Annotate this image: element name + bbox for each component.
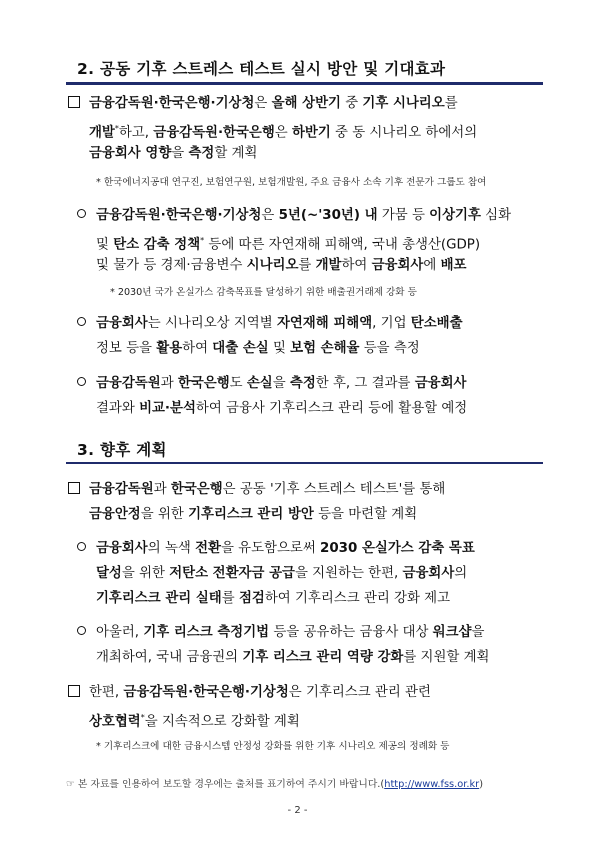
paragraph-line: 개발*하고, 금융감독원·한국은행은 하반기 중 동 시나리오 하에서의 — [89, 124, 478, 141]
paragraph-line: 정보 등을 활용하여 대출 손실 및 보험 손해율 등을 측정 — [96, 341, 420, 356]
paragraph-line: 금융안정을 위한 기후리스크 관리 방안 등을 마련할 계획 — [89, 507, 418, 522]
paragraph-line: 금융감독원과 한국은행도 손실을 측정한 후, 그 결과를 금융회사 — [96, 376, 467, 391]
circle-bullet-icon — [77, 373, 86, 395]
citation-notice: ☞ 본 자료를 인용하여 보도할 경우에는 출처를 표기하여 주시기 바랍니다.(http://www.fss.or.kr) — [66, 779, 484, 790]
circle-bullet-icon — [77, 622, 86, 644]
paragraph-line: 및 물가 등 경제·금융변수 시나리오를 개발하여 금융회사에 배포 — [96, 258, 467, 273]
paragraph-line: 한편, 금융감독원·한국은행·기상청은 기후리스크 관리 관련 — [89, 685, 431, 700]
page-number: - 2 - — [287, 805, 308, 816]
section-title: 2. 공동 기후 스트레스 테스트 실시 방안 및 기대효과 — [77, 60, 446, 78]
paragraph-line: 상호협력*을 지속적으로 강화할 계획 — [89, 713, 300, 730]
paragraph-line: 금융감독원·한국은행·기상청은 5년(~'30년) 내 가뭄 등 이상기후 심화 — [96, 208, 512, 223]
paragraph-line: 금융회사 영향을 측정할 계획 — [89, 146, 258, 161]
square-bullet-icon — [68, 93, 80, 115]
footnote: * 기후리스크에 대한 금융시스템 안정성 강화를 위한 기후 시나리오 제공의 정례화 등 — [96, 741, 450, 752]
paragraph-line: 개최하여, 국내 금융권의 기후 리스크 관리 역량 강화를 지원할 계획 — [96, 650, 490, 665]
paragraph-line: 및 탄소 감축 정책* 등에 따른 자연재해 피해액, 국내 총생산(GDP) — [96, 236, 481, 253]
paragraph-line: 기후리스크 관리 실태를 점검하여 기후리스크 관리 강화 제고 — [96, 591, 451, 606]
circle-bullet-icon — [77, 205, 86, 227]
paragraph-line: 아울러, 기후 리스크 측정기법 등을 공유하는 금융사 대상 워크샵을 — [96, 625, 485, 640]
paragraph-line: 결과와 비교·분석하여 금융사 기후리스크 관리 등에 활용할 예정 — [96, 401, 468, 416]
section-divider — [66, 82, 543, 85]
footnote: * 2030년 국가 온실가스 감축목표를 달성하기 위한 배출권거래제 강화 등 — [110, 287, 417, 298]
paragraph-line: 달성을 위한 저탄소 전환자금 공급을 지원하는 한편, 금융회사의 — [96, 566, 468, 581]
paragraph-line: 금융회사는 시나리오상 지역별 자연재해 피해액, 기업 탄소배출 — [96, 316, 463, 331]
paragraph-line: 금융감독원·한국은행·기상청은 올해 상반기 중 기후 시나리오를 — [89, 96, 458, 111]
square-bullet-icon — [68, 479, 80, 501]
paragraph-line: 금융회사의 녹색 전환을 유도함으로써 2030 온실가스 감축 목표 — [96, 541, 475, 556]
section-title: 3. 향후 계획 — [77, 441, 167, 459]
pointing-hand-icon: ☞ — [66, 779, 75, 790]
website-link[interactable]: http://www.fss.or.kr — [384, 779, 480, 790]
circle-bullet-icon — [77, 538, 86, 560]
paragraph-line: 금융감독원과 한국은행은 공동 '기후 스트레스 테스트'를 통해 — [89, 482, 446, 497]
square-bullet-icon — [68, 682, 80, 704]
circle-bullet-icon — [77, 313, 86, 335]
section-divider — [66, 462, 543, 464]
footnote: * 한국에너지공대 연구진, 보험연구원, 보험개발원, 주요 금융사 소속 기후 전문가 그룹도 참여 — [96, 177, 487, 188]
